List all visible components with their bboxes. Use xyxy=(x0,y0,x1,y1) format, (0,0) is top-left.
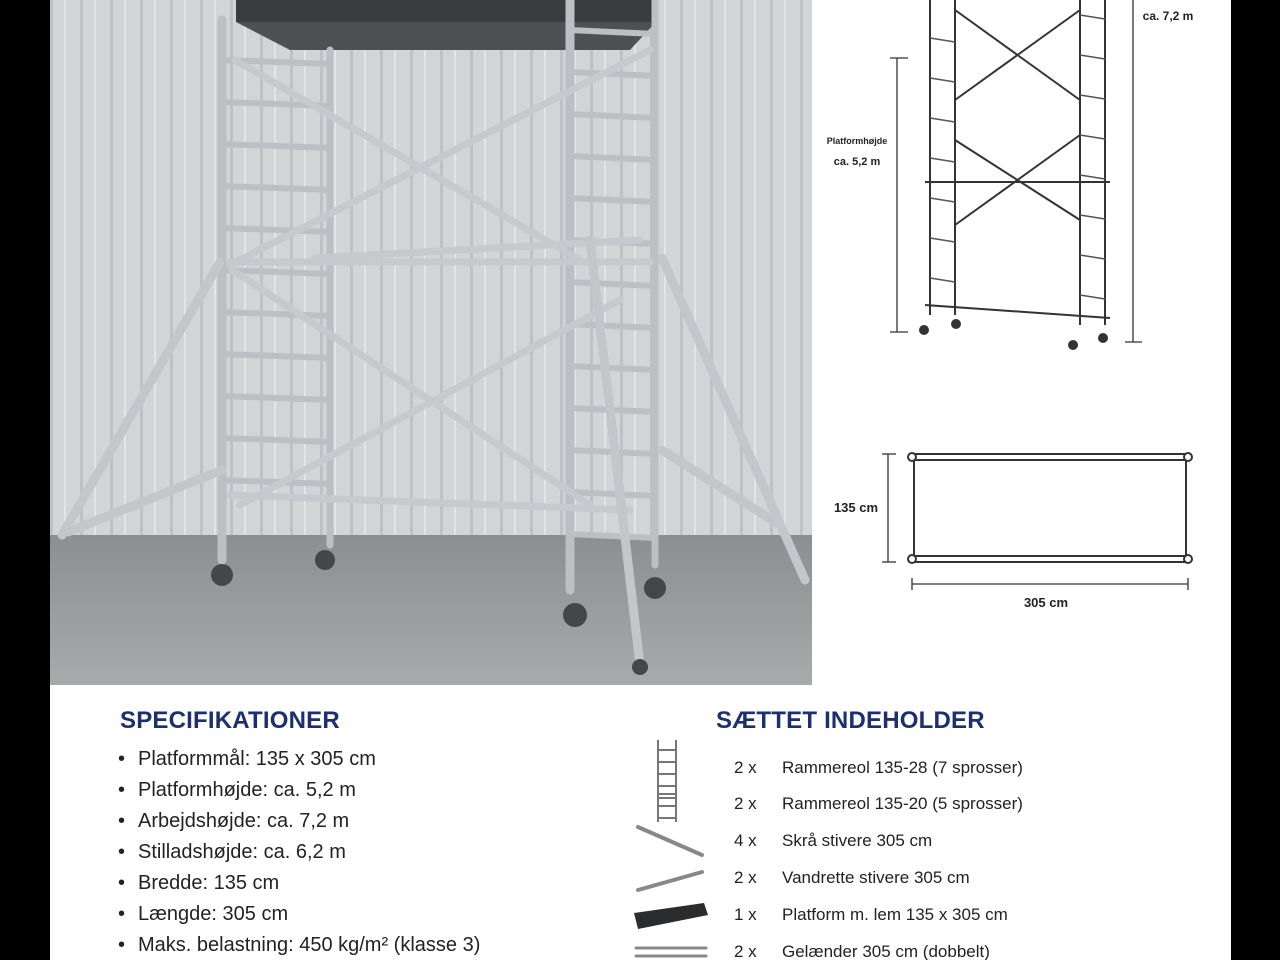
spec-item: • Stilladshøjde: ca. 6,2 m xyxy=(118,837,480,868)
contents-qty: 2 x xyxy=(734,942,757,960)
contents-name: Gelænder 305 cm (dobbelt) xyxy=(782,942,990,960)
contents-name: Skrå stivere 305 cm xyxy=(782,831,933,850)
contents-name: Platform m. lem 135 x 305 cm xyxy=(782,905,1008,924)
contents-qty: 4 x xyxy=(734,831,757,850)
scaffold-photo xyxy=(50,0,812,685)
spec-item: • Længde: 305 cm xyxy=(118,899,480,930)
spec-item: • Maks. belastning: 450 kg/m² (klasse 3) xyxy=(118,930,480,960)
platform-underside xyxy=(236,22,656,50)
spec-list xyxy=(118,744,480,960)
contents-name: Rammereol 135-28 (7 sprosser) xyxy=(782,758,1023,777)
spec-item: • Platformhøjde: ca. 5,2 m xyxy=(118,775,480,806)
platform-deck xyxy=(236,0,656,22)
guardrail-icon xyxy=(630,934,710,960)
plan-drawing xyxy=(820,430,1220,630)
contents-title: SÆTTET INDEHOLDER xyxy=(716,707,985,734)
contents-qty: 1 x xyxy=(734,905,757,924)
contents-item xyxy=(630,860,1190,896)
contents-qty: 2 x xyxy=(734,868,757,887)
width-dimension-label: 135 cm xyxy=(833,500,879,515)
contents-item xyxy=(630,897,1190,933)
platform-icon xyxy=(630,897,710,933)
contents-qty: 2 x xyxy=(734,758,757,777)
horizontal-brace-icon xyxy=(630,860,710,896)
platform-height-value: ca. 5,2 m xyxy=(833,156,881,168)
spec-item: • Bredde: 135 cm xyxy=(118,868,480,899)
contents-item xyxy=(630,823,1190,859)
product-sheet xyxy=(50,0,1231,960)
specs-title: SPECIFIKATIONER xyxy=(120,707,340,734)
contents-item xyxy=(630,750,1190,786)
spec-item: • Platformmål: 135 x 305 cm xyxy=(118,744,480,775)
length-dimension-label: 305 cm xyxy=(1023,595,1069,610)
contents-item xyxy=(630,786,1190,822)
contents-qty: 2 x xyxy=(734,794,757,813)
contents-item xyxy=(630,934,1190,960)
contents-name: Rammereol 135-20 (5 sprosser) xyxy=(782,794,1023,813)
elevation-drawing xyxy=(820,0,1220,360)
diagonal-brace-icon xyxy=(630,823,710,859)
spec-item: • Arbejdshøjde: ca. 7,2 m xyxy=(118,806,480,837)
platform-height-label: Platformhøjde xyxy=(826,136,888,146)
contents-name: Vandrette stivere 305 cm xyxy=(782,868,970,887)
wall xyxy=(50,0,812,545)
floor xyxy=(50,535,812,685)
working-height-value: ca. 7,2 m xyxy=(1142,9,1194,23)
ladder-frame-icon xyxy=(630,786,710,822)
